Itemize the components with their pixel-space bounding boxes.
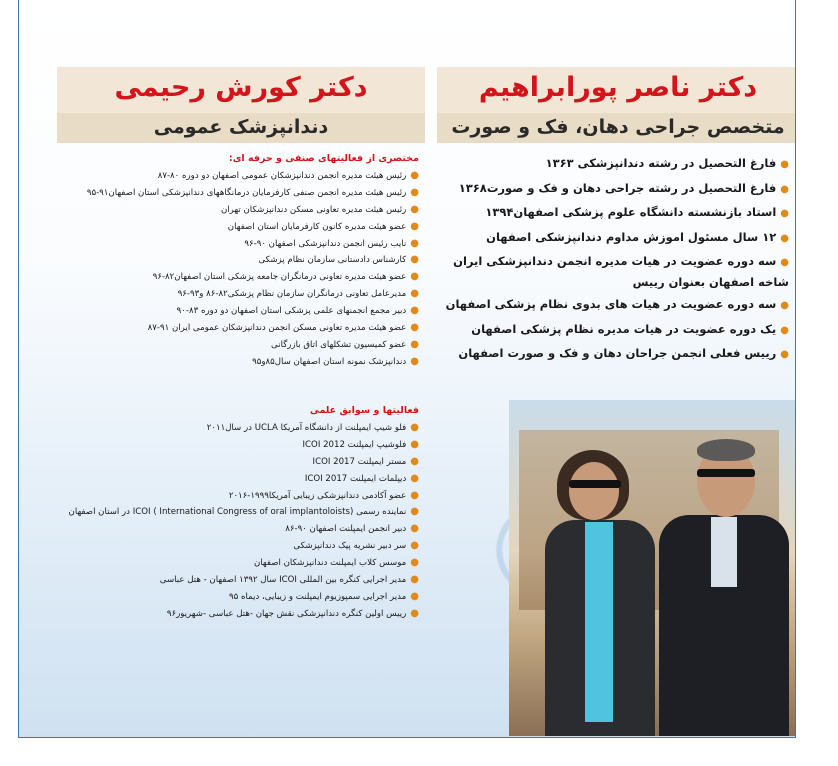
list-item: ●موسس کلاب ایمپلنت دندانپزشکان اصفهان — [253, 557, 419, 569]
list-item: ●نماینده رسمی (International Congress of oral implantoloists ) ICOI در استان اصفهان — [68, 506, 419, 518]
person-right — [659, 435, 789, 735]
bullet-icon: ● — [780, 232, 789, 244]
bullet-icon: ● — [780, 183, 789, 195]
bullet-icon: ● — [410, 574, 419, 586]
professional-activities-heading: مختصری از فعالیتهای صنفی و حرفه ای: — [228, 153, 419, 164]
bullet-icon: ● — [410, 489, 419, 501]
bullet-icon: ● — [410, 237, 419, 249]
bullet-icon: ● — [410, 472, 419, 484]
list-item: ●دیپلمات ایمپلنت ICOI 2017 — [304, 472, 419, 484]
right-credentials-list — [429, 154, 789, 369]
list-item: ●فارغ التحصیل در رشته دندانپزشکی ۱۳۶۳ — [545, 156, 789, 170]
list-item: ●دندانپزشک نمونه استان اصفهان سال۸۵و۹۵ — [252, 355, 419, 367]
face — [569, 462, 619, 520]
bullet-icon: ● — [410, 607, 419, 619]
left-doctor-name: دکتر کورش رحیمی — [114, 72, 368, 103]
list-item: ●رییس اولین کنگره دندانپزشکی نقش جهان -هتل عباسی -شهریور۹۶ — [166, 607, 419, 619]
list-item: ●عضو هیئت مدیره تعاونی مسکن انجمن دندانپزشکان عمومی ایران ۹۱-۸۷ — [147, 322, 419, 334]
list-item: ●رئیس هیئت مدیره انجمن صنفی کارفرمایان درمانگاههای دندانپزشکی استان اصفهان۹۱-۹۵ — [86, 186, 419, 198]
list-item: ●نایب رئیس انجمن دندانپزشکی اصفهان ۹۰-۹۶ — [244, 237, 419, 249]
bullet-icon: ● — [780, 349, 789, 360]
sunglasses — [569, 480, 621, 488]
shirt — [711, 517, 737, 587]
hair — [697, 439, 755, 461]
list-item: ●رئیس هیئت مدیره انجمن دندانپزشکان عمومی اصفهان دو دوره ۸۰-۸۷ — [157, 170, 419, 181]
bullet-icon: ● — [410, 506, 419, 518]
list-item: ●عضو آکادمی دندانپزشکی زیبایی آمریکا۱۹۹۹-۲۰۱۶ — [228, 489, 419, 501]
portrait-photo — [509, 400, 796, 736]
right-doctor-specialty: متخصص جراحی دهان، فک و صورت — [451, 116, 785, 138]
poster-page — [18, 0, 796, 738]
bullet-icon: ● — [410, 338, 419, 350]
bullet-icon: ● — [410, 355, 419, 367]
list-item: ●فلوشیپ ایمپلنت ICOI 2012 — [302, 438, 419, 450]
list-item: ●۱۲ سال مسئول اموزش مداوم دندانپزشکی اصفهان — [486, 229, 789, 244]
list-item: ●دبیر انجمن ایمپلنت اصفهان ۹۰-۸۶ — [285, 523, 419, 535]
list-item: ●رییس فعلی انجمن جراحان دهان و فک و صورت اصفهان — [458, 346, 789, 360]
academic-activities-list — [64, 422, 419, 625]
bullet-icon: ● — [410, 438, 419, 450]
professional-activities-list — [64, 170, 419, 373]
bullet-icon: ● — [410, 220, 419, 232]
bullet-icon: ● — [410, 322, 419, 334]
list-item: ●سر دبیر نشریه پیک دندانپزشکی — [293, 540, 419, 552]
list-item: ●استاد بازنشسته دانشگاه علوم پزشکی اصفهان۱۳۹۴ — [485, 205, 789, 219]
list-item: ●مدیر اجرایی سمپوزیوم ایمپلنت و زیبایی، دیماه ۹۵ — [229, 590, 419, 602]
bullet-icon: ● — [410, 186, 419, 198]
bullet-icon: ● — [780, 324, 789, 336]
bullet-icon: ● — [410, 422, 419, 433]
left-doctor-specialty: دندانپزشک عمومی — [153, 116, 329, 138]
bullet-icon: ● — [780, 159, 789, 170]
bullet-icon: ● — [780, 257, 789, 268]
list-item: ●یک دوره عضویت در هیات مدیره نظام پزشکی اصفهان — [471, 321, 789, 336]
list-item: ●عضو هیئت مدیره کانون کارفرمایان استان اصفهان — [227, 220, 419, 232]
bullet-icon: ● — [410, 170, 419, 181]
list-item: ●مدیرعامل تعاونی درمانگران سازمان نظام پزشکی۸۲-۸۶ و۹۳-۹۶ — [177, 288, 419, 300]
list-item: ●رئیس هیئت مدیره تعاونی مسکن دندانپزشکان تهران — [220, 203, 419, 215]
list-item: ●مدیر اجرایی کنگره بین المللی ICOI سال ۱۳۹۲ اصفهان - هتل عباسی — [159, 574, 419, 586]
list-item: ●سه دوره عضویت در هیات های بدوی نظام پزشکی اصفهان — [445, 297, 789, 311]
list-item: ●فارغ التحصیل در رشته جراحی دهان و فک و صورت۱۳۶۸ — [458, 180, 789, 195]
bullet-icon: ● — [780, 208, 789, 219]
bullet-icon: ● — [410, 203, 419, 215]
shirt — [585, 522, 613, 722]
bullet-icon: ● — [410, 523, 419, 535]
bullet-icon: ● — [410, 540, 419, 552]
bullet-icon: ● — [410, 254, 419, 266]
person-left — [545, 450, 655, 736]
bullet-icon: ● — [780, 300, 789, 311]
list-item: ●عضو کمیسیون تشکلهای اتاق بازرگانی — [271, 338, 419, 350]
right-doctor-name: دکتر ناصر پورابراهیم — [478, 72, 758, 103]
bullet-icon: ● — [410, 305, 419, 317]
sunglasses — [697, 469, 755, 477]
bullet-icon: ● — [410, 557, 419, 569]
bullet-icon: ● — [410, 271, 419, 283]
bullet-icon: ● — [410, 590, 419, 602]
bullet-icon: ● — [410, 455, 419, 467]
list-item: ●فلو شیپ ایمپلنت از دانشگاه آمریکا UCLA در سال۲۰۱۱ — [206, 422, 419, 433]
academic-activities-heading: فعالیتها و سوابق علمی — [309, 405, 419, 416]
list-item: ●مستر ایمپلنت ICOI 2017 — [312, 455, 419, 467]
bullet-icon: ● — [410, 288, 419, 300]
list-item: ●سه دوره عضویت در هیات مدیره انجمن دندانپزشکی ایران شاخه اصفهان بعنوان رییس — [453, 254, 789, 289]
list-item: ●دبیر مجمع انجمنهای علمی پزشکی استان اصفهان دو دوره ۸۳-۹۰ — [176, 305, 419, 317]
list-item: ●عضو هیئت مدیره تعاونی درمانگران جامعه پزشکی استان اصفهان۸۲-۹۶ — [152, 271, 419, 283]
list-item: ●کارشناس دادستانی سازمان نظام پزشکی — [258, 254, 419, 266]
